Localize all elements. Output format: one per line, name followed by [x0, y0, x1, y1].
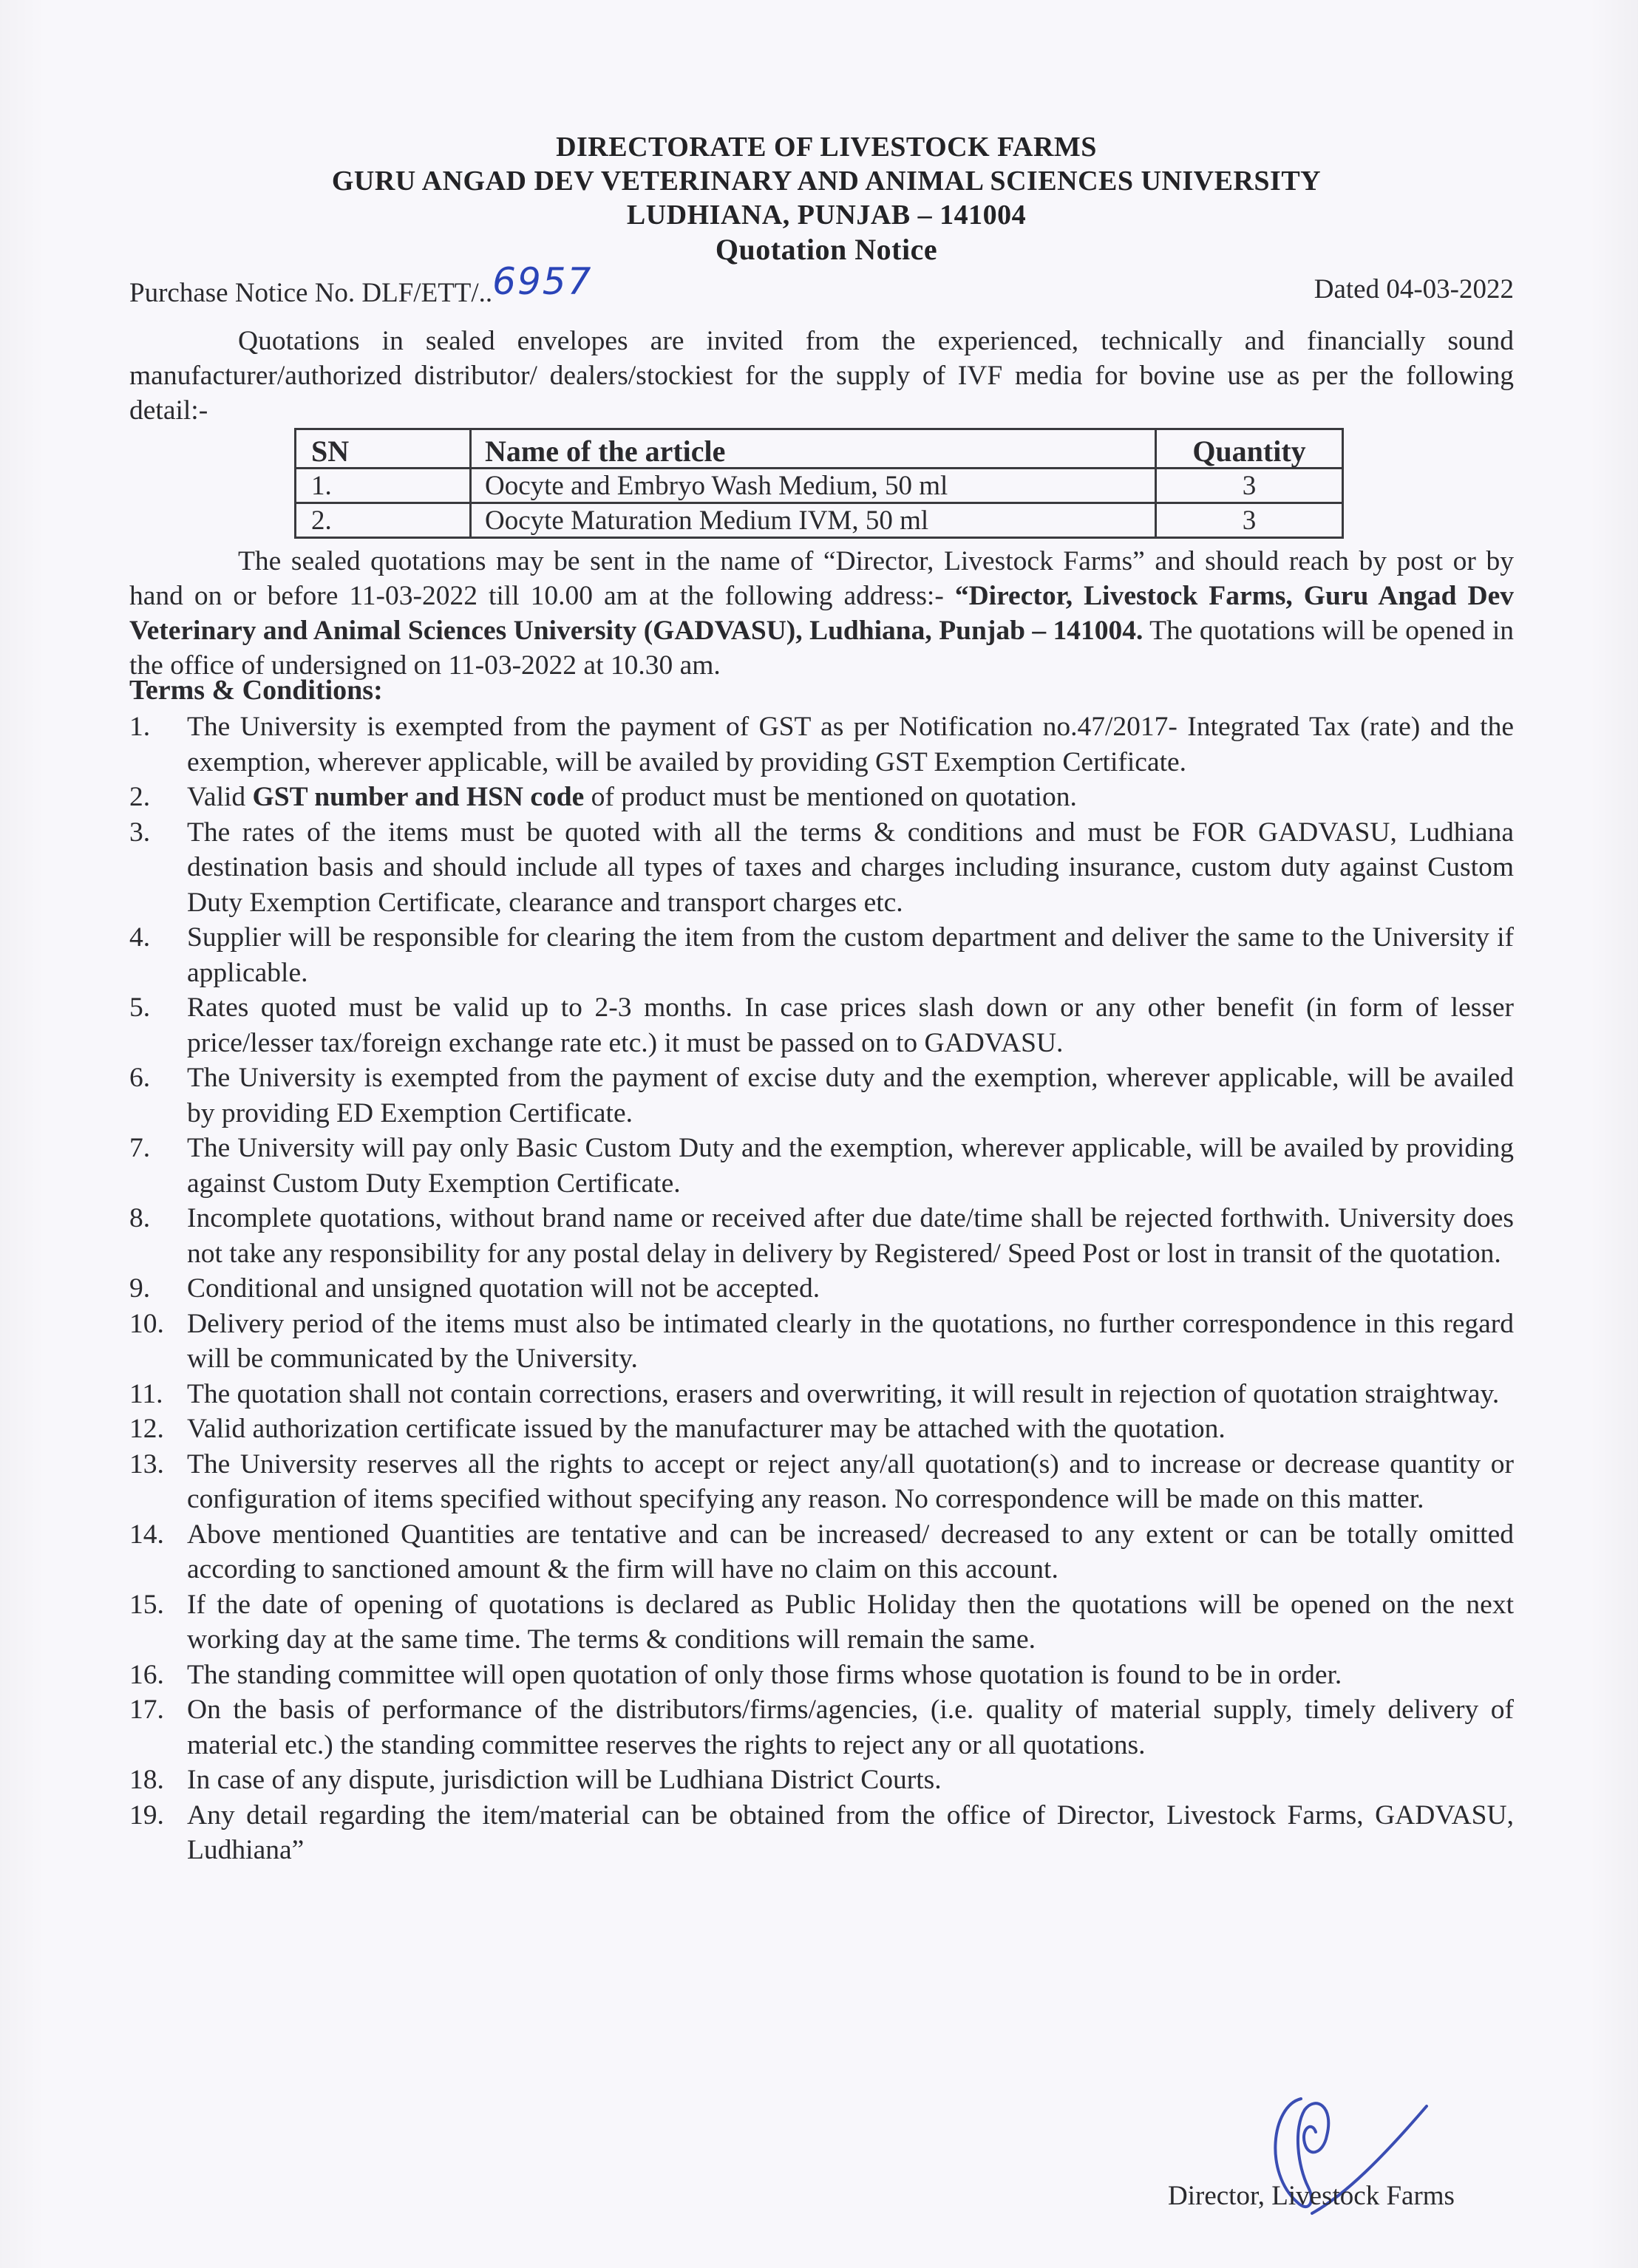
term-number: 2. [129, 782, 151, 812]
term-number: 13. [129, 1448, 164, 1479]
term-number: 16. [129, 1659, 164, 1690]
term-text: Above mentioned Quantities are tentative and can be increased/ decreased to any extent or can be totally omitted according to sanctioned amount & the firm will have no claim on this account. [187, 1519, 1514, 1584]
term-text-bold: GST number and HSN code [252, 782, 585, 812]
term-item [129, 1411, 1514, 1447]
term-item [129, 1517, 1514, 1587]
term-text: Conditional and unsigned quotation will not be accepted. [187, 1273, 820, 1304]
submission-address: “Director, Livestock Farms, Guru Angad Dev Veterinary and Animal Sciences University (GADVASU), Ludhiana, Punjab – 141004. [129, 581, 1514, 646]
signatory-title: Director, Livestock Farms [1168, 2181, 1455, 2211]
term-item [129, 920, 1514, 990]
term-text: Valid authorization certificate issued by the manufacturer may be attached with the quotation. [187, 1414, 1226, 1444]
row-quantity: 3 [1156, 469, 1343, 503]
term-item [129, 1307, 1514, 1377]
term-item [129, 1763, 1514, 1798]
table-row [296, 503, 1343, 538]
purchase-notice-number [129, 260, 593, 310]
term-item [129, 780, 1514, 815]
term-number: 1. [129, 712, 151, 742]
term-text: Incomplete quotations, without brand name or received after due date/time shall be rejected forthwith. University does not take any responsibility for any postal delay in delivery by Registered/ Speed Post or lost in transit of the quotation. [187, 1203, 1514, 1269]
term-item [129, 1658, 1514, 1693]
document-title: Quotation Notice [715, 233, 938, 266]
term-item [129, 1447, 1514, 1517]
term-item [129, 1060, 1514, 1131]
term-text: The University is exempted from the payment of excise duty and the exemption, wherever applicable, will be availed by providing ED Exemption Certificate. [187, 1063, 1514, 1128]
intro-paragraph: Quotations in sealed envelopes are invited from the experienced, technically and financially sound manufacturer/authorized distributor/ dealers/stockiest for the supply of IVF media for bovine use as per the following detail:- [129, 326, 1514, 426]
term-text-pre: Valid [187, 782, 253, 812]
term-number: 3. [129, 817, 151, 848]
term-text: Rates quoted must be valid up to 2-3 months. In case prices slash down or any other benefit (in form of lesser price/lesser tax/foreign exchange rate etc.) it must be passed on to GADVASU. [187, 992, 1514, 1058]
term-number: 6. [129, 1063, 151, 1093]
opening-text: The quotations will be opened in the office of undersigned on 11-03-2022 at 10.30 am. [129, 616, 1514, 681]
term-number: 7. [129, 1133, 151, 1163]
terms-heading: Terms & Conditions: [129, 675, 383, 706]
column-header-quantity: Quantity [1156, 429, 1343, 469]
university-heading: GURU ANGAD DEV VETERINARY AND ANIMAL SCIENCES UNIVERSITY [331, 166, 1322, 197]
address-heading: LUDHIANA, PUNJAB – 141004 [626, 200, 1027, 231]
term-number: 11. [129, 1378, 163, 1409]
term-item [129, 1587, 1514, 1658]
term-item [129, 709, 1514, 780]
row-article-name: Oocyte Maturation Medium IVM, 50 ml [471, 503, 1156, 538]
submission-text: The sealed quotations may be sent in the name of “Director, Livestock Farms” and should reach by post or by hand on or before 11-03-2022 till 10.00 am at the following address:- [129, 546, 1514, 611]
term-number: 8. [129, 1203, 151, 1233]
term-text-post: of product must be mentioned on quotation. [584, 782, 1077, 812]
term-text: On the basis of performance of the distributors/firms/agencies, (i.e. quality of material supply, timely delivery of material etc.) the standing committee reserves the rights to reject any or all quotations. [187, 1695, 1514, 1760]
term-number: 19. [129, 1799, 164, 1831]
row-sn: 2. [296, 503, 471, 538]
term-number: 17. [129, 1695, 164, 1725]
term-number: 4. [129, 922, 151, 953]
row-article-name: Oocyte and Embryo Wash Medium, 50 ml [471, 469, 1156, 503]
column-header-sn: SN [296, 429, 471, 469]
terms-list [129, 709, 1514, 1868]
term-item [129, 1377, 1514, 1412]
term-text: The standing committee will open quotation of only those firms whose quotation is found to be in order. [187, 1659, 1342, 1690]
term-number: 12. [129, 1414, 164, 1444]
term-item [129, 1798, 1514, 1868]
row-sn: 1. [296, 469, 471, 503]
term-number: 5. [129, 992, 151, 1023]
handwritten-notice-number: 6957 [492, 260, 593, 303]
term-text: Delivery period of the items must also be intimated clearly in the quotations, no further correspondence in this regard will be communicated by the University. [187, 1308, 1514, 1374]
term-text: The quotation shall not contain corrections, erasers and overwriting, it will result in rejection of quotation straightway. [187, 1378, 1500, 1409]
term-text: The University reserves all the rights to accept or reject any/all quotation(s) and to increase or decrease quantity or configuration of items specified without specifying any reason. No correspondence will be made on this matter. [187, 1448, 1514, 1514]
submission-paragraph [129, 544, 1514, 683]
term-text: Any detail regarding the item/material can be obtained from the office of Director, Livestock Farms, GADVASU, Ludhiana” [187, 1799, 1514, 1865]
term-number: 10. [129, 1308, 164, 1339]
term-text: Supplier will be responsible for clearing the item from the custom department and deliver the same to the University if applicable. [187, 922, 1514, 988]
table-row [296, 469, 1343, 503]
term-item [129, 990, 1514, 1060]
term-number: 14. [129, 1519, 164, 1550]
notice-date: Dated 04-03-2022 [1314, 274, 1514, 304]
term-number: 9. [129, 1273, 151, 1304]
term-text [187, 782, 1077, 812]
term-item [129, 815, 1514, 921]
term-text: In case of any dispute, jurisdiction will be Ludhiana District Courts. [187, 1765, 942, 1795]
term-item [129, 1201, 1514, 1271]
term-text: The rates of the items must be quoted with all the terms & conditions and must be FOR GADVASU, Ludhiana destination basis and should include all types of taxes and charges including insurance, custom duty against Custom Duty Exemption Certificate, clearance and transport charges etc. [187, 817, 1514, 918]
term-item [129, 1692, 1514, 1763]
term-text: The University is exempted from the payment of GST as per Notification no.47/2017- Integrated Tax (rate) and the exemption, wherever applicable, will be availed by providing GST Exemption Certificate. [187, 712, 1514, 777]
term-number: 15. [129, 1589, 164, 1620]
items-table-header [296, 429, 1343, 469]
row-quantity: 3 [1156, 503, 1343, 538]
items-table [294, 428, 1344, 539]
term-item [129, 1131, 1514, 1201]
term-text: If the date of opening of quotations is declared as Public Holiday then the quotations will be opened on the next working day at the same time. The terms & conditions will remain the same. [187, 1589, 1514, 1655]
column-header-article: Name of the article [471, 429, 1156, 469]
term-text: The University will pay only Basic Custom Duty and the exemption, wherever applicable, will be availed by providing against Custom Duty Exemption Certificate. [187, 1133, 1514, 1199]
purchase-notice-label: Purchase Notice No. DLF/ETT/.. [129, 278, 493, 308]
directorate-heading: DIRECTORATE OF LIVESTOCK FARMS [556, 132, 1097, 163]
term-item [129, 1271, 1514, 1307]
term-number: 18. [129, 1765, 164, 1795]
